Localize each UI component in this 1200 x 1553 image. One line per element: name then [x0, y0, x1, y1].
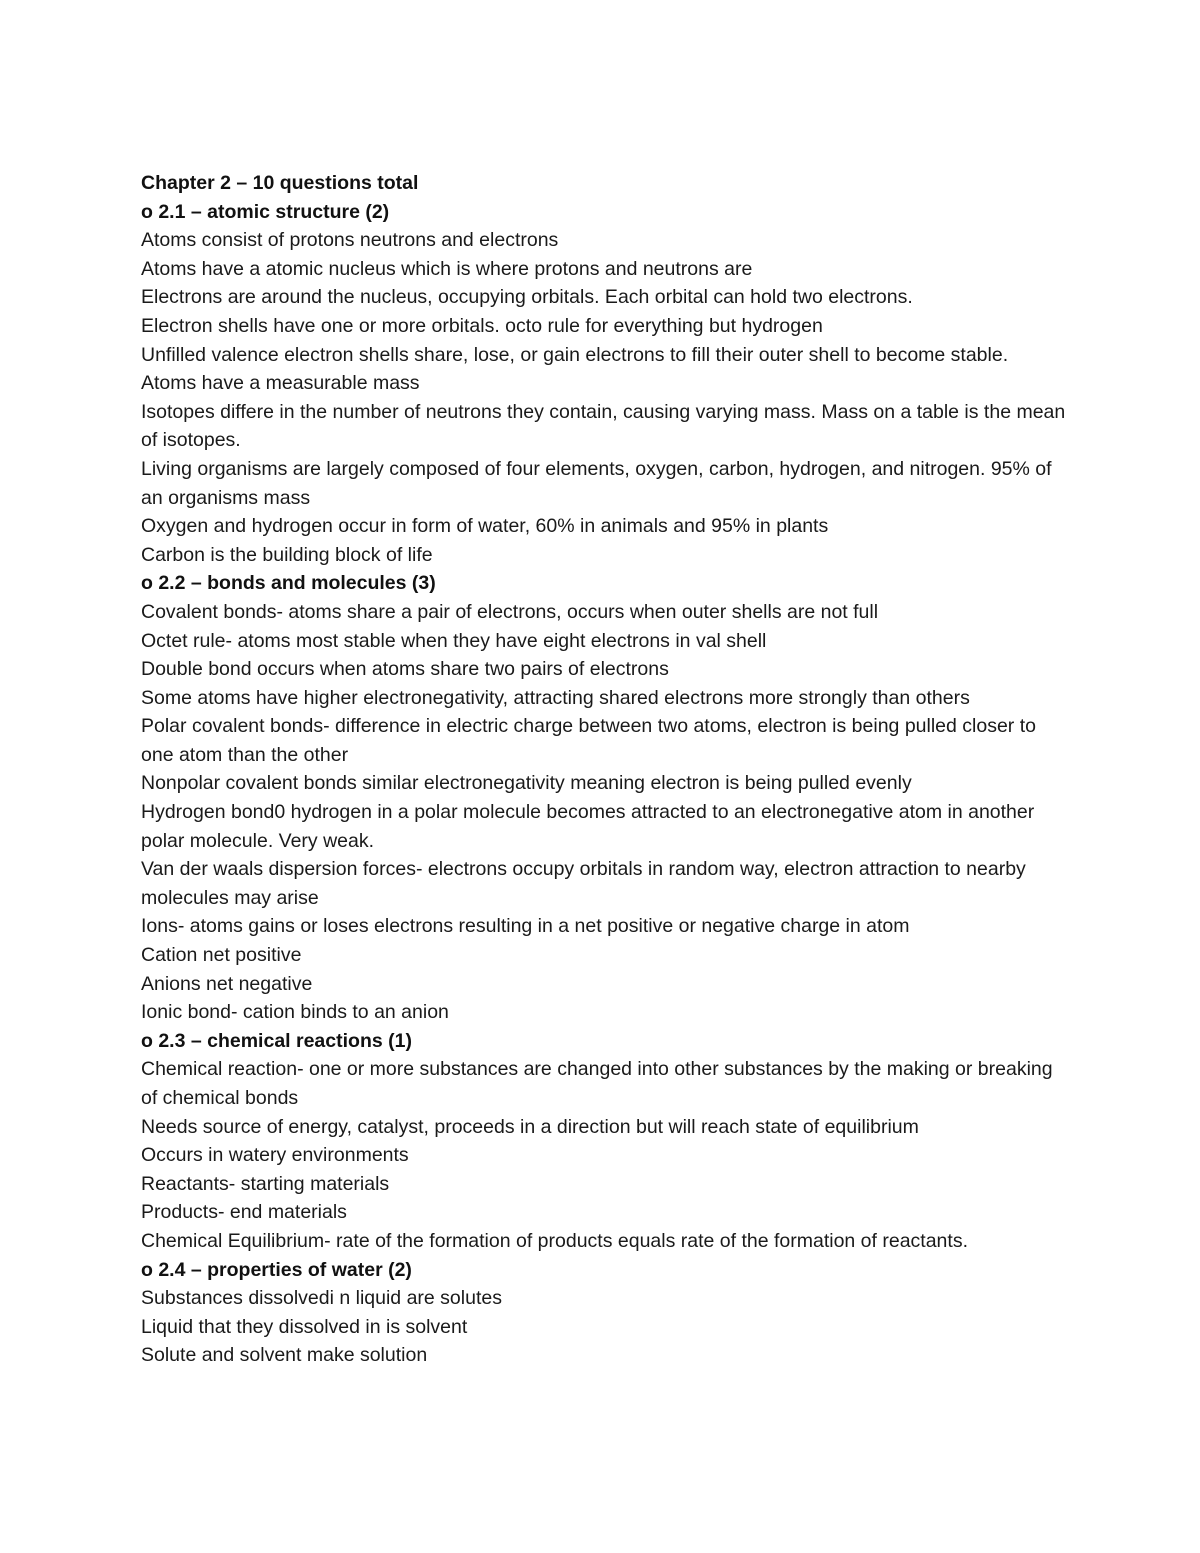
text-line: Occurs in watery environments [141, 1144, 409, 1167]
text-line: Polar covalent bonds- difference in electric charge between two atoms, electron is being pulled closer to one atom than the other [141, 715, 1036, 766]
text-line: Liquid that they dissolved in is solvent [141, 1315, 468, 1338]
text-line: Chemical reaction- one or more substances are changed into other substances by the making or breaking of chemical bonds [141, 1058, 1053, 1109]
text-line: Atoms consist of protons neutrons and electrons [141, 229, 559, 252]
section-heading-2-3: o 2.3 – chemical reactions (1) [141, 1029, 412, 1052]
text-line: Atoms have a measurable mass [141, 372, 420, 395]
text-line: Anions net negative [141, 972, 313, 995]
text-line: Needs source of energy, catalyst, proceeds in a direction but will reach state of equilibrium [141, 1115, 919, 1138]
section-heading-2-2: o 2.2 – bonds and molecules (3) [141, 572, 436, 595]
text-line: Hydrogen bond0 hydrogen in a polar molecule becomes attracted to an electronegative atom in another polar molecule. Very weak. [141, 801, 1035, 852]
text-line: Substances dissolvedi n liquid are solutes [141, 1287, 502, 1310]
text-line: Carbon is the building block of life [141, 543, 433, 566]
text-line: Isotopes differe in the number of neutrons they contain, causing varying mass. Mass on a table is the mean of isotopes. [141, 400, 1066, 452]
document-content [141, 169, 1071, 1370]
text-line: Unfilled valence electron shells share, lose, or gain electrons to fill their outer shell to become stable. [141, 343, 1009, 366]
text-line: Solute and solvent make solution [141, 1344, 428, 1367]
text-line: Living organisms are largely composed of four elements, oxygen, carbon, hydrogen, and nitrogen. 95% of an organisms mass [141, 457, 1052, 509]
section-heading-2-1: o 2.1 – atomic structure (2) [141, 200, 390, 223]
text-line: Octet rule- atoms most stable when they have eight electrons in val shell [141, 629, 767, 652]
text-line: Ions- atoms gains or loses electrons resulting in a net positive or negative charge in atom [141, 915, 910, 938]
text-line: Double bond occurs when atoms share two pairs of electrons [141, 658, 669, 681]
text-line: Cation net positive [141, 944, 302, 967]
text-line: Chemical Equilibrium- rate of the formation of products equals rate of the formation of reactants. [141, 1229, 968, 1252]
text-line: Products- end materials [141, 1201, 347, 1224]
text-line: Ionic bond- cation binds to an anion [141, 1001, 449, 1024]
text-line: Electrons are around the nucleus, occupying orbitals. Each orbital can hold two electrons. [141, 286, 913, 309]
text-line: Electron shells have one or more orbitals. octo rule for everything but hydrogen [141, 314, 823, 337]
section-heading-2-4: o 2.4 – properties of water (2) [141, 1258, 412, 1281]
text-line: Some atoms have higher electronegativity, attracting shared electrons more strongly than others [141, 686, 970, 709]
document-title: Chapter 2 – 10 questions total [141, 172, 419, 194]
text-line: Reactants- starting materials [141, 1172, 390, 1195]
text-line: Van der waals dispersion forces- electrons occupy orbitals in random way, electron attraction to nearby molecules may arise [141, 858, 1026, 909]
text-line: Oxygen and hydrogen occur in form of water, 60% in animals and 95% in plants [141, 515, 829, 538]
text-line: Atoms have a atomic nucleus which is where protons and neutrons are [141, 257, 753, 280]
text-line: Covalent bonds- atoms share a pair of electrons, occurs when outer shells are not full [141, 600, 879, 623]
text-line: Nonpolar covalent bonds similar electronegativity meaning electron is being pulled evenly [141, 772, 912, 795]
